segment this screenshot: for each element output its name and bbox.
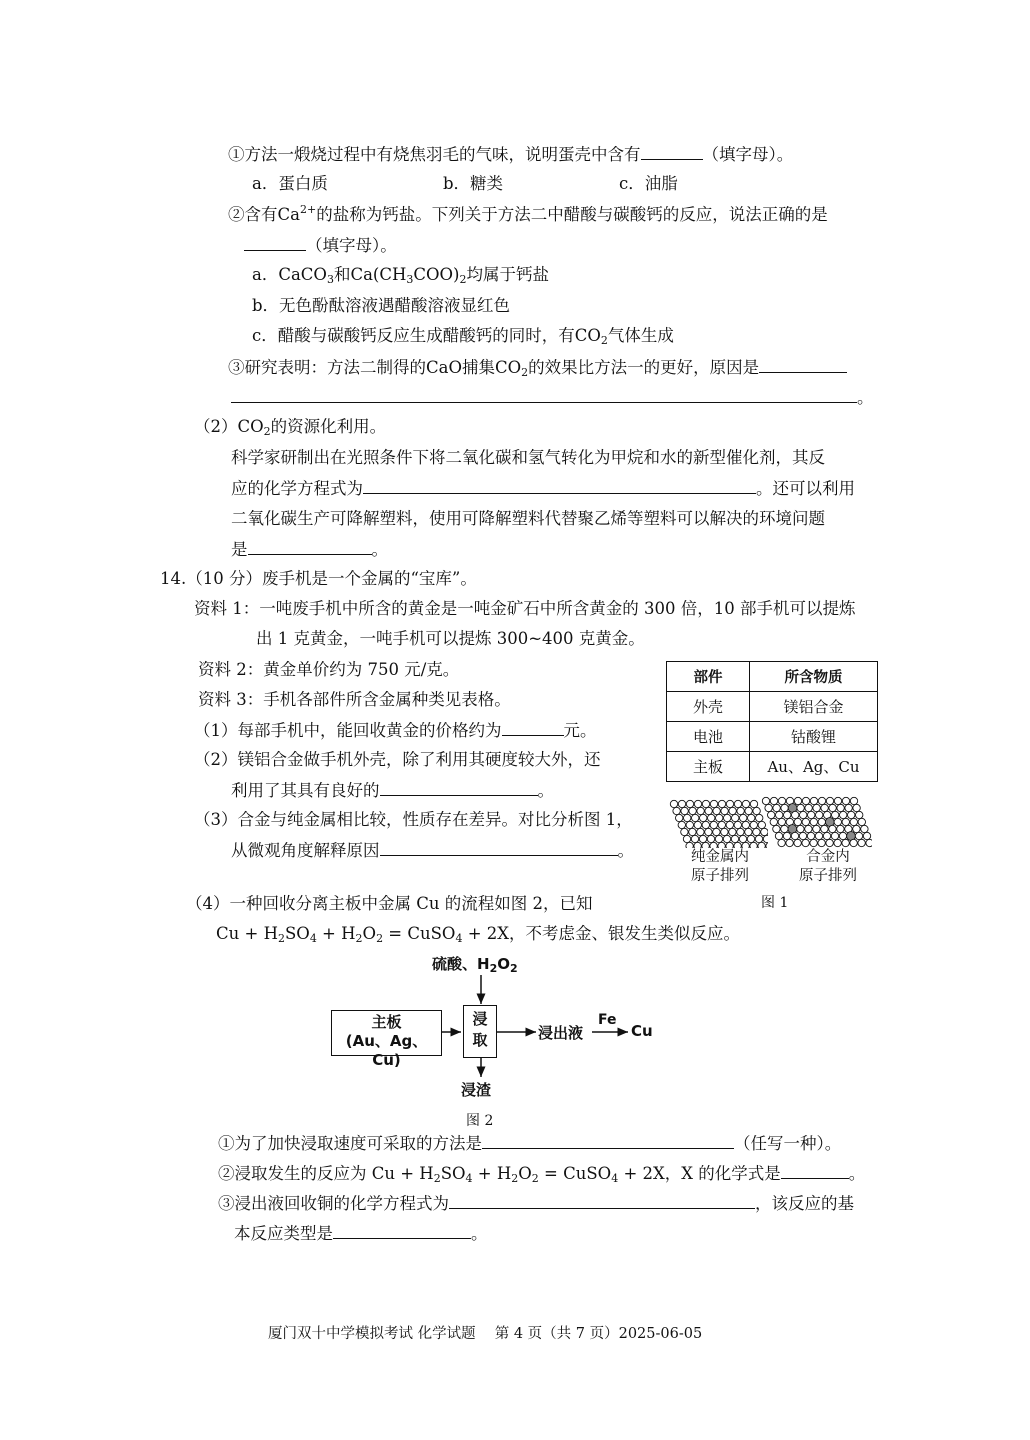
metal-atom — [689, 807, 696, 814]
metal-atom — [748, 814, 755, 821]
metal-atom — [721, 807, 728, 814]
metal-atom — [708, 814, 715, 821]
parts-table — [666, 661, 878, 782]
answer-blank[interactable] — [248, 538, 372, 555]
metal-atom — [858, 839, 865, 846]
metal-atom — [821, 804, 828, 811]
option-a: a．蛋白质 — [252, 174, 328, 193]
answer-blank[interactable] — [244, 234, 306, 251]
metal-atom — [834, 839, 841, 846]
metal-atom — [807, 832, 814, 839]
metal-atom — [678, 800, 685, 807]
metal-atom — [770, 797, 777, 804]
alloy-label: 合金内 原子排列 — [799, 849, 857, 884]
metal-atom — [734, 800, 741, 807]
metal-atom — [853, 825, 860, 832]
metal-atom — [850, 818, 857, 825]
answer-blank[interactable] — [502, 719, 564, 736]
leaching-box: 浸 取 — [463, 1005, 497, 1058]
metal-atom — [802, 818, 809, 825]
metal-atom — [776, 811, 783, 818]
metal-atom — [799, 832, 806, 839]
mainboard-box: 主板 (Au、Ag、Cu) — [331, 1010, 442, 1056]
metal-atom — [705, 807, 712, 814]
pure-metal-label: 纯金属内 原子排列 — [691, 849, 749, 884]
metal-atom — [797, 825, 804, 832]
subquestion-4-2: ②浸取发生的反应为 $Cu + H_2SO_4 + H_2O_2$ = CuSO$_4$ + 2X，X 的化学式是 。 — [218, 1164, 866, 1185]
metal-atom — [731, 835, 738, 842]
metal-atom — [840, 811, 847, 818]
residue-label: 浸渣 — [461, 1081, 492, 1099]
metal-atom — [750, 800, 757, 807]
metal-atom — [808, 811, 815, 818]
metal-atom — [797, 804, 804, 811]
metal-atom — [783, 832, 790, 839]
metal-atom — [786, 839, 793, 846]
metal-atom — [678, 821, 685, 828]
metal-atom — [802, 839, 809, 846]
metal-atom — [715, 835, 722, 842]
metal-atom — [866, 839, 872, 846]
answer-blank[interactable] — [482, 1132, 734, 1149]
metal-atom — [781, 804, 788, 811]
metal-atom — [765, 804, 772, 811]
metal-atom — [770, 818, 777, 825]
metal-atom — [716, 814, 723, 821]
metal-atom — [737, 807, 744, 814]
metal-atom — [729, 828, 736, 835]
metal-atom — [742, 800, 749, 807]
metal-atom — [832, 811, 839, 818]
question-a2: ②含有$Ca^{2+}$的盐称为钙盐。下列关于方法二中醋酸与碳酸钙的反应，说法正确的是 — [228, 203, 828, 224]
metal-atom — [829, 825, 836, 832]
subquestion-4: （4）一种回收分离主板中金属 Cu 的流程如图 2，已知 — [186, 894, 593, 913]
question-2-text4: 是 。 — [231, 540, 388, 559]
metal-atom — [750, 821, 757, 828]
option-a2-a: a．CaCO$_3$和$Ca(CH_3COO)_2$均属于钙盐 — [252, 265, 549, 286]
metal-atom — [737, 828, 744, 835]
metal-atom — [732, 814, 739, 821]
flow-arrows — [320, 960, 660, 1090]
metal-atom — [821, 825, 828, 832]
metal-atom — [794, 839, 801, 846]
metal-atom — [850, 839, 857, 846]
answer-blank[interactable] — [231, 386, 857, 403]
metal-atom — [700, 814, 707, 821]
metal-atom — [837, 804, 844, 811]
metal-atom — [670, 800, 677, 807]
reference-3: 资料 3：手机各部件所含金属种类见表格。 — [198, 690, 511, 709]
metal-atom — [834, 818, 841, 825]
answer-blank[interactable] — [781, 1162, 849, 1179]
metal-atom — [858, 818, 865, 825]
metal-atom — [721, 828, 728, 835]
metal-atom — [842, 797, 849, 804]
metal-atom — [742, 821, 749, 828]
metal-atom — [775, 832, 782, 839]
answer-blank[interactable] — [380, 839, 618, 856]
metal-atom — [747, 835, 754, 842]
metal-atom — [768, 811, 775, 818]
metal-atom — [855, 832, 862, 839]
reference-1-cont: 出 1 克黄金，一吨手机可以提炼 300~400 克黄金。 — [256, 629, 645, 648]
subquestion-2: （2）镁铝合金做手机外壳，除了利用其硬度较大外，还 — [194, 750, 601, 769]
metal-atom — [699, 835, 706, 842]
page-footer: 厦门双十中学模拟考试 化学试题 第 4 页（共 7 页）2025-06-05 — [268, 1326, 703, 1342]
metal-atom — [842, 818, 849, 825]
table-row: 电池 钴酸锂 — [667, 722, 878, 752]
option-b: b．糖类 — [443, 174, 504, 193]
metal-atom — [673, 807, 680, 814]
metal-atom — [826, 797, 833, 804]
metal-atom — [686, 821, 693, 828]
subquestion-1: （1）每部手机中，能回收黄金的价格约为 元。 — [194, 721, 597, 740]
metal-atom — [810, 818, 817, 825]
metal-atom — [694, 800, 701, 807]
answer-blank[interactable] — [333, 1222, 471, 1239]
metal-atom — [861, 825, 868, 832]
option-a2-c: c．醋酸与碳酸钙反应生成醋酸钙的同时，有$CO_2$气体生成 — [252, 326, 674, 347]
subquestion-4-3: ③浸出液回收铜的化学方程式为 ，该反应的基 — [218, 1194, 854, 1213]
metal-atom — [853, 804, 860, 811]
metal-atom — [842, 839, 849, 846]
metal-atom — [823, 832, 830, 839]
metal-atom — [676, 814, 683, 821]
metal-atom — [724, 814, 731, 821]
metal-atom — [773, 825, 780, 832]
question-2-text: 科学家研制出在光照条件下将二氧化碳和氢气转化为甲烷和水的新型催化剂，其反 — [231, 448, 825, 467]
metal-atom — [707, 835, 714, 842]
reagent-label: 硫酸、$H_2O_2$ — [432, 955, 518, 975]
metal-atom — [818, 818, 825, 825]
answer-blank[interactable] — [641, 143, 703, 160]
metal-atom — [792, 811, 799, 818]
question-2-title: $(2)CO_2$的资源化利用。 — [194, 417, 387, 438]
metal-atom — [816, 811, 823, 818]
metal-atom — [686, 800, 693, 807]
metal-atom — [800, 811, 807, 818]
subquestion-2-cont: 利用了其具有良好的 。 — [231, 781, 554, 800]
metal-atom — [726, 800, 733, 807]
metal-atom — [850, 797, 857, 804]
metal-atom — [740, 814, 747, 821]
metal-atom — [829, 804, 836, 811]
metal-atom — [702, 800, 709, 807]
metal-atom — [863, 832, 870, 839]
metal-atom — [794, 797, 801, 804]
iron-label: Fe — [598, 1012, 617, 1028]
metal-atom — [773, 804, 780, 811]
metal-atom — [684, 814, 691, 821]
metal-atom — [734, 821, 741, 828]
question-2-text2: 应的化学方程式为 。还可以利用 — [231, 479, 855, 498]
question-a3-cont: 。 — [231, 386, 874, 409]
metal-atom — [818, 839, 825, 846]
question-14-title: 14.（10 分）废手机是一个金属的“宝库”。 — [160, 569, 477, 588]
metal-atom — [837, 825, 844, 832]
metal-atom — [805, 804, 812, 811]
table-header: 部件 — [667, 662, 750, 692]
metal-atom — [689, 828, 696, 835]
metal-atom — [697, 828, 704, 835]
metal-atom — [745, 828, 752, 835]
metal-atom — [784, 811, 791, 818]
figure-1-caption: 图 1 — [761, 895, 789, 911]
metal-atom — [781, 825, 788, 832]
figure-2-caption: 图 2 — [466, 1113, 494, 1129]
metal-atom — [778, 818, 785, 825]
metal-atom — [692, 814, 699, 821]
question-a3: ③研究表明：方法二制得的CaO捕集$CO_2$的效果比方法一的更好，原因是 — [228, 356, 847, 379]
metal-atom — [831, 832, 838, 839]
metal-atom — [683, 835, 690, 842]
metal-atom — [778, 839, 785, 846]
metal-atom — [778, 797, 785, 804]
metal-atom — [856, 811, 863, 818]
metal-atom — [726, 821, 733, 828]
metal-atom — [723, 835, 730, 842]
metal-atom — [729, 807, 736, 814]
metal-atom — [805, 825, 812, 832]
metal-atom — [813, 825, 820, 832]
answer-blank[interactable] — [449, 1192, 755, 1209]
metal-atom — [739, 835, 746, 842]
leachate-label: 浸出液 — [538, 1024, 584, 1042]
option-c: c．油脂 — [619, 174, 678, 193]
copper-label: Cu — [631, 1022, 653, 1040]
metal-atom — [810, 839, 817, 846]
metal-atom — [794, 818, 801, 825]
metal-atom — [718, 821, 725, 828]
metal-atom — [710, 800, 717, 807]
answer-blank[interactable] — [759, 356, 847, 373]
question-2-text3: 二氧化碳生产可降解塑料，使用可降解塑料代替聚乙烯等塑料可以解决的环境问题 — [231, 509, 825, 528]
metal-atom — [839, 832, 846, 839]
metal-atom — [745, 807, 752, 814]
metal-atom — [762, 797, 769, 804]
metal-atom — [848, 811, 855, 818]
metal-atom — [713, 807, 720, 814]
subquestion-4-equation: $Cu + H_2SO_4 + H_2O_2$ = CuSO$_4$ + 2X，不考虑金、银发生类似反应。 — [216, 924, 741, 945]
table-row: 主板 Au、Ag、Cu — [667, 752, 878, 782]
option-a2-b: b．无色酚酞溶液遇醋酸溶液显红色 — [252, 296, 511, 315]
metal-atom — [834, 797, 841, 804]
reference-2: 资料 2：黄金单价约为 750 元/克。 — [198, 660, 460, 679]
subquestion-3: （3）合金与纯金属相比较，性质存在差异。对比分析图 1， — [194, 810, 633, 829]
metal-atom — [710, 821, 717, 828]
alloy-atoms-figure — [760, 795, 872, 849]
question-a1: ①方法一煅烧过程中有烧焦羽毛的气味，说明蛋壳中含有 （填字母）。 — [228, 145, 794, 164]
metal-atom — [753, 828, 760, 835]
metal-atom — [718, 800, 725, 807]
metal-atom — [681, 828, 688, 835]
metal-atom — [813, 804, 820, 811]
metal-atom — [802, 797, 809, 804]
metal-atom — [705, 828, 712, 835]
metal-atom — [713, 828, 720, 835]
subquestion-4-3-cont: 本反应类型是 。 — [234, 1224, 488, 1243]
metal-atom — [691, 835, 698, 842]
metal-atom — [681, 807, 688, 814]
metal-atom — [826, 839, 833, 846]
pure-metal-atoms-figure — [668, 798, 768, 848]
answer-blank[interactable] — [380, 779, 538, 796]
metal-atom — [815, 832, 822, 839]
metal-atom — [694, 821, 701, 828]
subquestion-3-cont: 从微观角度解释原因 。 — [231, 841, 634, 860]
metal-atom — [697, 807, 704, 814]
metal-atom — [702, 821, 709, 828]
metal-atom — [845, 804, 852, 811]
reference-1: 资料 1：一吨废手机中所含的黄金是一吨金矿石中所含黄金的 300 倍，10 部手机可以提炼 — [194, 599, 856, 618]
table-row: 外壳 镁铝合金 — [667, 692, 878, 722]
subquestion-4-1: ①为了加快浸取速度可采取的方法是 （任写一种）。 — [218, 1134, 842, 1153]
question-a2-cont: （填字母）。 — [244, 234, 397, 257]
metal-atom — [791, 832, 798, 839]
table-header: 所含物质 — [750, 662, 878, 692]
answer-blank[interactable] — [363, 477, 756, 494]
metal-atom — [810, 797, 817, 804]
metal-atom — [818, 797, 825, 804]
